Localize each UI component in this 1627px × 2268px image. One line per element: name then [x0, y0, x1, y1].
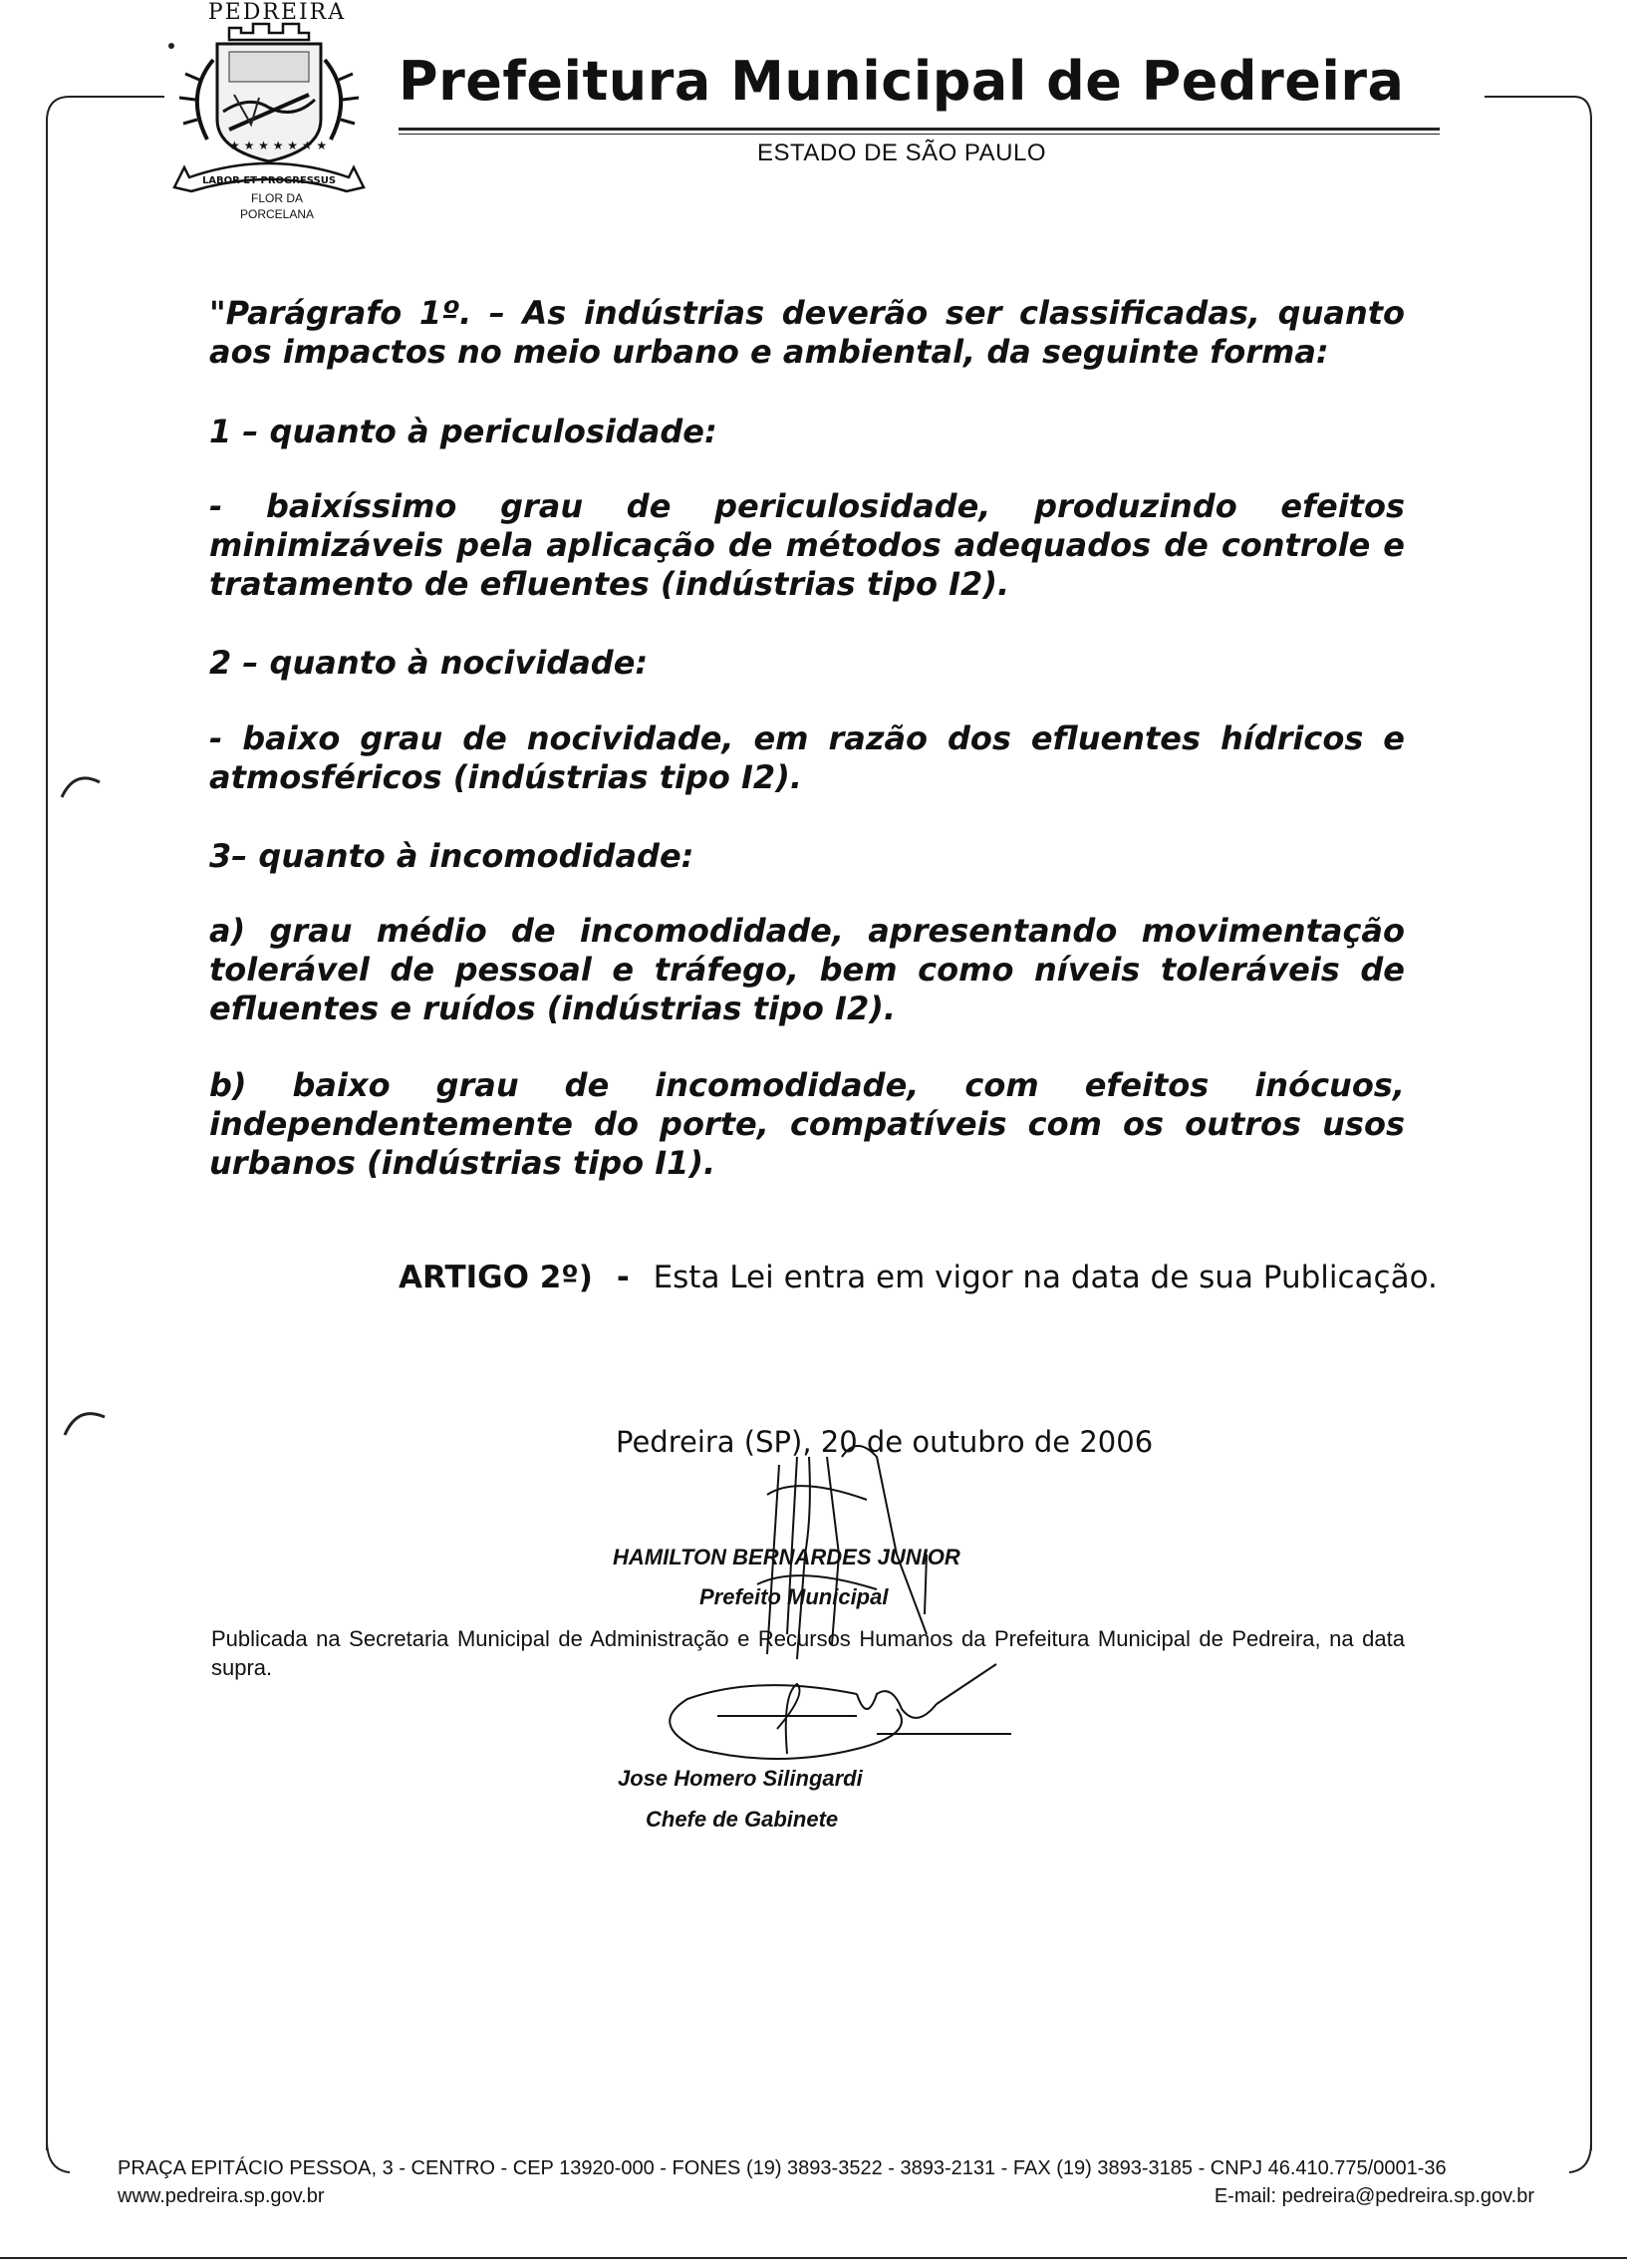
signature-date: Pedreira (SP), 20 de outubro de 2006 — [616, 1425, 1154, 1459]
article-text: Esta Lei entra em vigor na data de sua Publicação. — [653, 1260, 1438, 1295]
footer-address: PRAÇA EPITÁCIO PESSOA, 3 - CENTRO - CEP 13920-000 - FONES (19) 3893-3522 - 3893-2131 - FAX (19) 3893-3185 - CNPJ 46.410.775/0001-36 — [118, 2157, 1447, 2179]
article-dash: - — [616, 1260, 630, 1295]
page-subtitle: ESTADO DE SÃO PAULO — [757, 140, 1047, 166]
mayor-title: Prefeito Municipal — [699, 1584, 889, 1609]
footer-website[interactable]: www.pedreira.sp.gov.br — [118, 2185, 325, 2207]
item3-a: a) grau médio de incomodidade, apresentando movimentação tolerável de pessoal e tráfego, bem como níveis toleráveis de efluentes e ruídos (indústrias tipo I2). — [209, 912, 1405, 1027]
chief-title: Chefe de Gabinete — [646, 1807, 839, 1832]
seal-caption-line1: FLOR DA — [250, 191, 303, 205]
item1-text: - baixíssimo grau de periculosidade, produzindo efeitos minimizáveis pela aplicação de métodos adequados de controle e tratamento de efluentes (indústrias tipo I2). — [209, 487, 1405, 603]
item2-text: - baixo grau de nocividade, em razão dos efluentes hídricos e atmosféricos (indústrias tipo I2). — [209, 719, 1405, 796]
seal-caption-line2: PORCELANA — [239, 207, 315, 221]
mayor-signature — [757, 1446, 927, 1659]
publication-note: Publicada na Secretaria Municipal de Administração e Recursos Humanos da Prefeitura Municipal de Pedreira, na data supra. — [211, 1626, 1405, 1680]
page-title: Prefeitura Municipal de Pedreira — [399, 50, 1405, 113]
chief-name: Jose Homero Silingardi — [618, 1766, 863, 1791]
article-label: ARTIGO 2º) — [399, 1260, 593, 1295]
item3-b: b) baixo grau de incomodidade, com efeitos inócuos, independentemente do porte, compatíveis com os outros usos urbanos (indústrias tipo I1). — [209, 1066, 1405, 1182]
chief-signature — [670, 1664, 1011, 1759]
item1-heading: 1 – quanto à periculosidade: — [209, 413, 717, 450]
svg-text:★ ★ ★ ★ ★ ★ ★: ★ ★ ★ ★ ★ ★ ★ — [229, 139, 328, 152]
footer-email[interactable]: E-mail: pedreira@pedreira.sp.gov.br — [1214, 2185, 1534, 2207]
mayor-name: HAMILTON BERNARDES JUNIOR — [613, 1545, 960, 1569]
seal-motto: LABOR ET PROGRESSUS — [201, 175, 337, 186]
item3-heading: 3– quanto à incomodidade: — [209, 837, 694, 875]
item2-heading: 2 – quanto à nocividade: — [209, 644, 649, 682]
seal-city-name: PEDREIRA — [207, 0, 347, 25]
paragraph-intro: "Parágrafo 1º. – As indústrias deverão ser classificadas, quanto aos impactos no meio urbano e ambiental, da seguinte forma: — [209, 294, 1405, 371]
